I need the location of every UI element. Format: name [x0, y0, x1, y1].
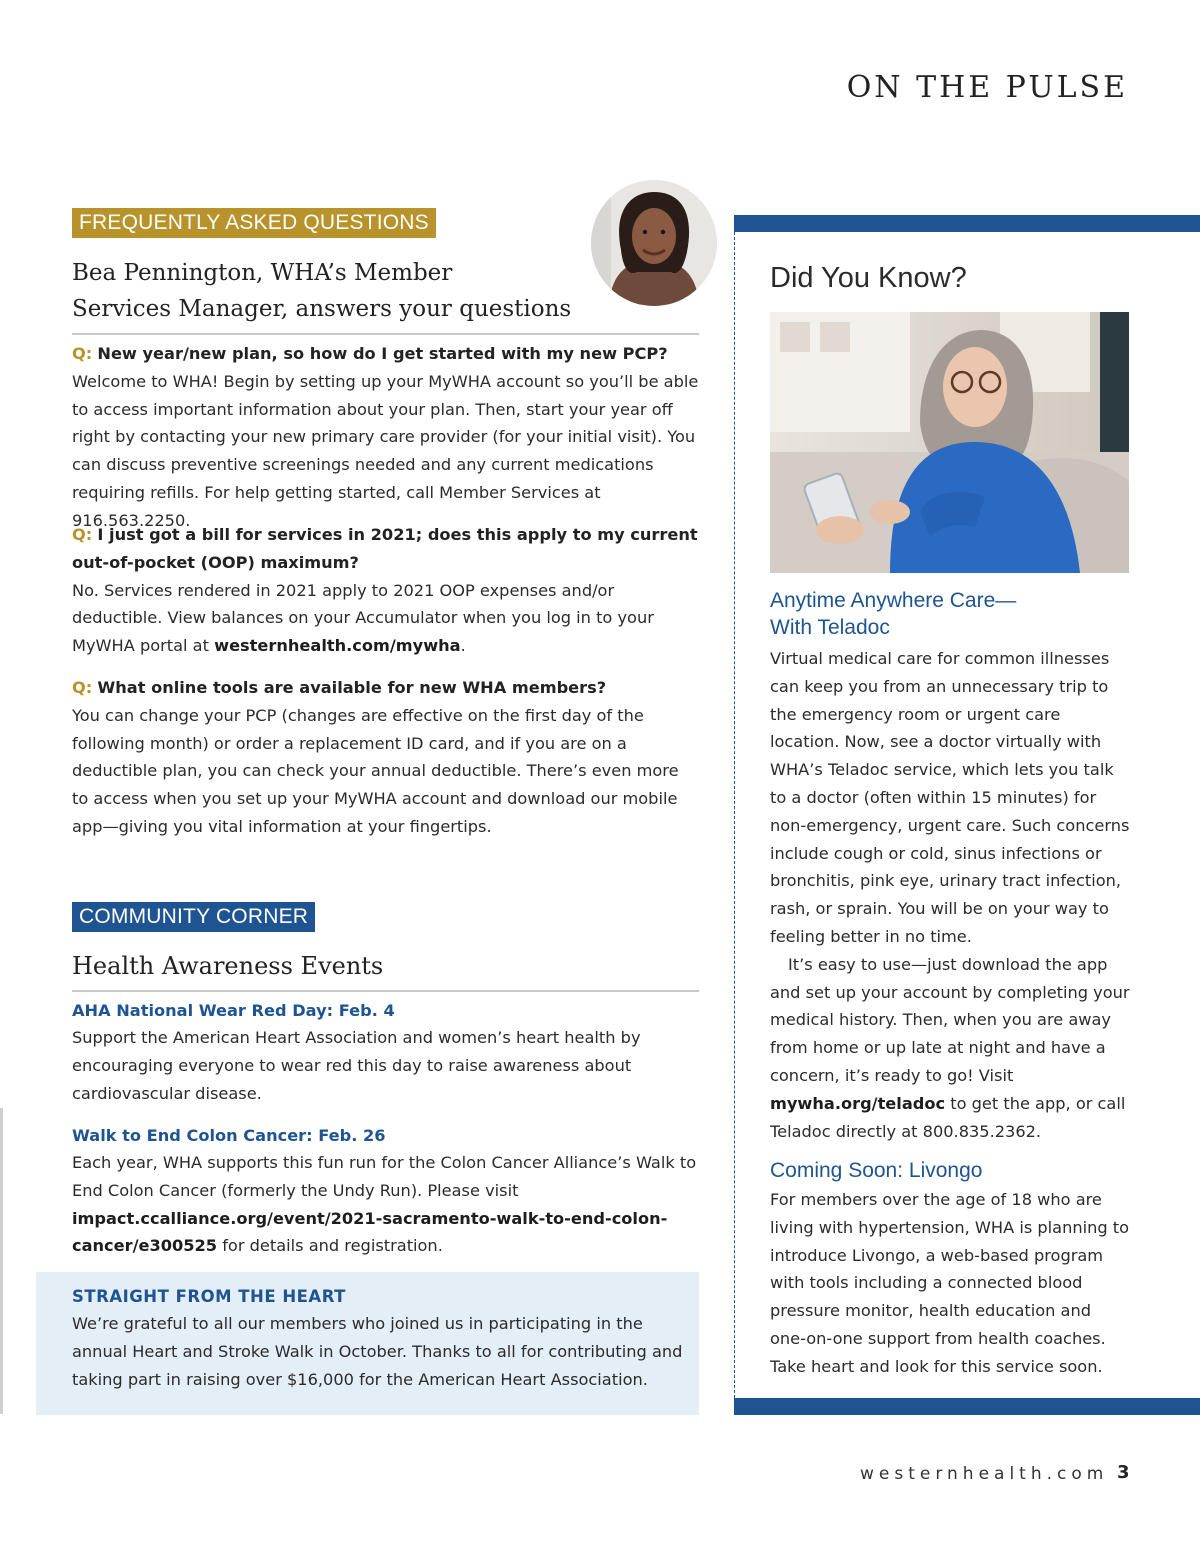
question-text: What online tools are available for new WHA members?	[97, 678, 607, 697]
question-text: New year/new plan, so how do I get started with my new PCP?	[97, 344, 668, 363]
event-title: Walk to End Colon Cancer: Feb. 26	[72, 1126, 386, 1145]
sidebar-title-wrap	[770, 262, 1130, 295]
faq-headline-block	[72, 255, 699, 335]
answer-text: You can change your PCP (changes are effective on the first day of the following month) or order a replacement ID card, and if you are on a deductible plan, you can check your annual deductible. There’s even more to access when you set up your MyWHA account and download our mobile app—giving you vital information at your fingertips.	[72, 705, 679, 836]
faq-headline-line2: Services Manager, answers your questions	[72, 296, 572, 322]
community-tag-wrap	[72, 902, 699, 932]
footer-url[interactable]: westernhealth.com	[860, 1464, 1109, 1484]
teladoc-link[interactable]: mywha.org/teladoc	[770, 1093, 946, 1113]
sidebar-bottom-bar	[734, 1398, 1200, 1415]
community-headline: Health Awareness Events	[72, 948, 699, 992]
mywha-link[interactable]: westernhealth.com/mywha	[214, 636, 461, 656]
answer-text: Welcome to WHA! Begin by setting up your MyWHA account so you’ll be able to access important information about your plan. Then, start your year off right by contacting your new primary care provider (for your initial visit). You can discuss preventive screenings needed and any current medications requiring refills. For help getting started, call Member Services at 916.563.2250.	[72, 371, 699, 530]
sidebar-title: Did You Know?	[770, 262, 967, 294]
heart-title: STRAIGHT FROM THE HEART	[72, 1287, 346, 1306]
page-edge-divider	[0, 1108, 3, 1414]
faq-headline	[72, 255, 699, 335]
faq-item-1	[72, 340, 699, 535]
section-title: ON THE PULSE	[846, 70, 1128, 105]
livongo-heading: Coming Soon: Livongo	[770, 1159, 983, 1182]
heart-body: We’re grateful to all our members who joined us in participating in the annual Heart and Stroke Walk in October. Thanks to all for contributing and taking part in raising over $16,000 for the American Heart Association.	[72, 1314, 683, 1389]
question-text: I just got a bill for services in 2021; does this apply to my current out-of-pocket (OOP) maximum?	[72, 525, 698, 572]
faq-headline-line1: Bea Pennington, WHA’s Member	[72, 260, 453, 286]
event-title: AHA National Wear Red Day: Feb. 4	[72, 1001, 395, 1020]
sidebar-dashed-border	[734, 232, 735, 1398]
teladoc-photo	[770, 312, 1129, 573]
sidebar-top-bar	[734, 215, 1200, 232]
page-number: 3	[1117, 1462, 1130, 1483]
q-label: Q:	[72, 525, 93, 544]
faq-item-2	[72, 521, 699, 660]
faq-tag: FREQUENTLY ASKED QUESTIONS	[72, 208, 436, 238]
teladoc-heading: Anytime Anywhere Care— With Teladoc	[770, 589, 1017, 639]
heart-callout	[36, 1272, 699, 1415]
q-label: Q:	[72, 678, 93, 697]
event-1	[72, 997, 699, 1107]
community-tag: COMMUNITY CORNER	[72, 902, 315, 932]
event-body: Support the American Heart Association and women’s heart health by encouraging everyone to wear red this day to raise awareness about cardiovascular disease.	[72, 1028, 641, 1103]
teladoc-para-1: Virtual medical care for common illnesses can keep you from an unnecessary trip to the emergency room or urgent care location. Now, see a doctor virtually with WHA’s Teladoc service, which lets you talk to a doctor (often within 15 minutes) for non-emergency, urgent care. Such concerns include cough or cold, sinus infections or bronchitis, pink eye, urinary tract infection, rash, or sprain. You will be on your way to feeling better in no time.	[770, 649, 1130, 946]
teladoc-para-2: It’s easy to use—just download the app and set up your account by completing your medical history. Then, when you are away from home or up late at night and have a concern, it’s ready to go! Visit mywha.org/teladoc to get the app, or call Teladoc directly at 800.835.2362.	[770, 954, 1130, 1141]
faq-item-3	[72, 674, 699, 841]
community-headline-block	[72, 948, 699, 992]
q-label: Q:	[72, 344, 93, 363]
livongo-body: For members over the age of 18 who are living with hypertension, WHA is planning to introduce Livongo, a web-based program with tools including a connected blood pressure monitor, health education and one-on-one support from health coaches. Take heart and look for this service soon.	[770, 1190, 1130, 1376]
livongo-block	[770, 1157, 1130, 1381]
event-2	[72, 1122, 699, 1260]
event-body: Each year, WHA supports this fun run for the Colon Cancer Alliance’s Walk to End Colon Cancer (formerly the Undy Run). Please visit impact.ccalliance.org/event/2021-sacramento-walk-to-end-colon-cancer/e300525 for details and registration.	[72, 1153, 697, 1256]
teladoc-block	[770, 587, 1130, 1145]
answer-text: No. Services rendered in 2021 apply to 2021 OOP expenses and/or deductible. View balances on your Accumulator when you log in to your MyWHA portal at westernhealth.com/mywha.	[72, 580, 654, 656]
event-link[interactable]: impact.ccalliance.org/event/2021-sacramento-walk-to-end-colon-cancer/e300525	[72, 1208, 668, 1256]
